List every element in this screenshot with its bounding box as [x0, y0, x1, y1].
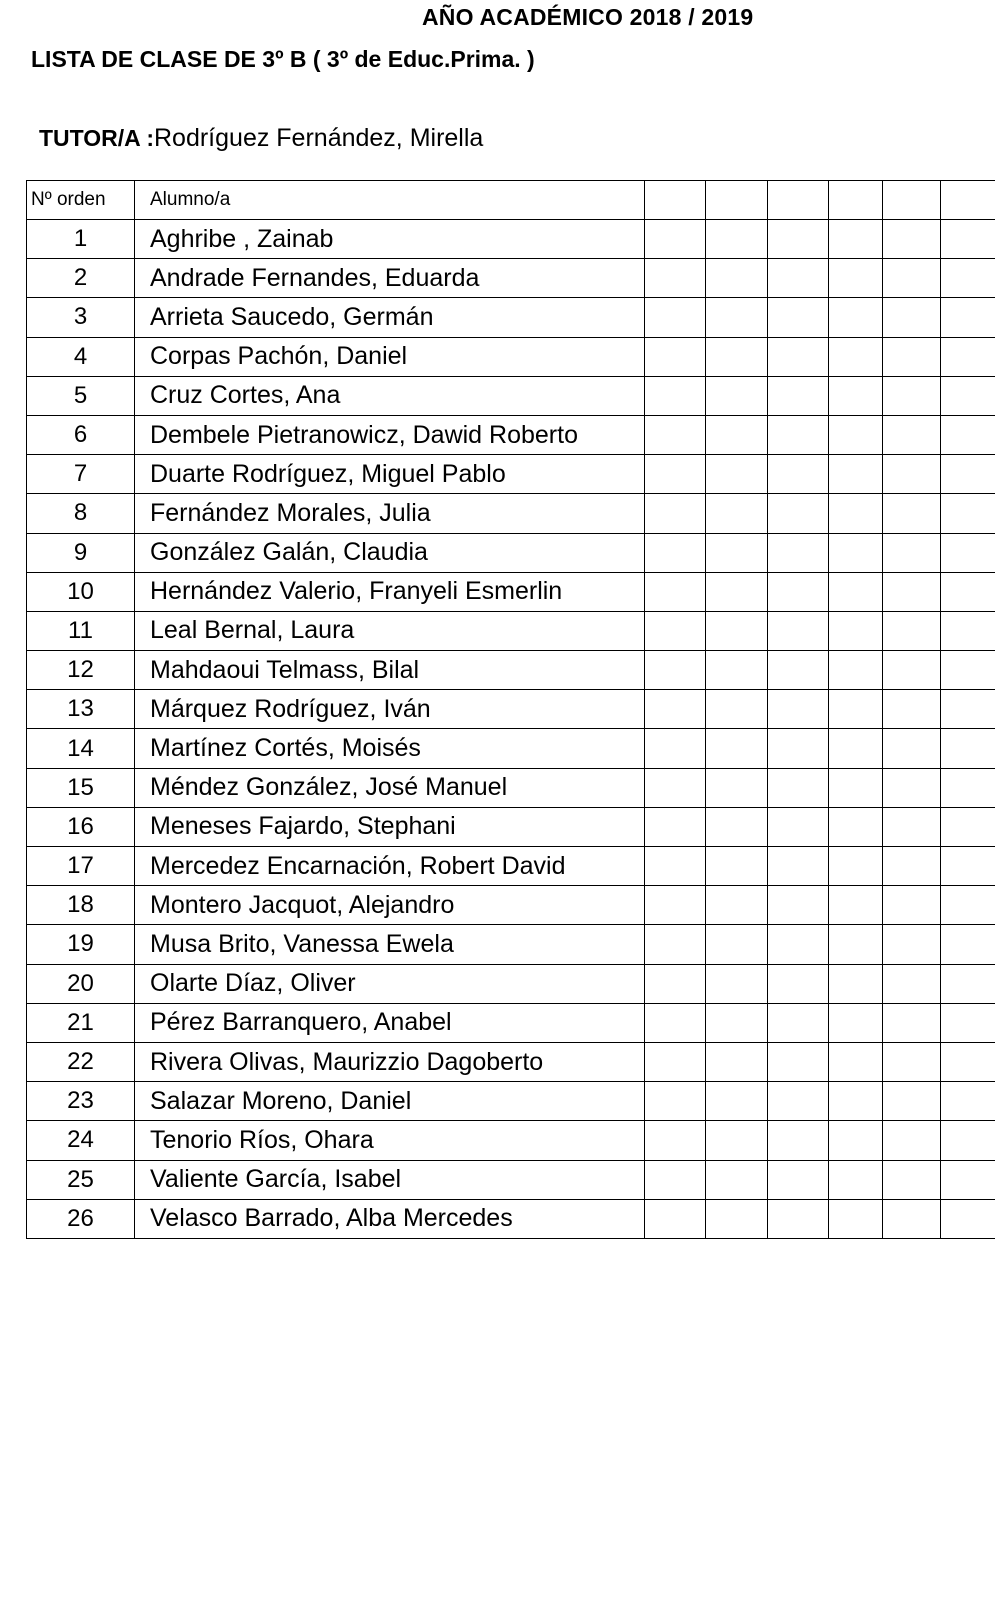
blank-mark-cell	[768, 259, 829, 298]
blank-mark-cell	[768, 651, 829, 690]
table-row	[27, 1003, 995, 1042]
blank-header-cell	[883, 181, 941, 220]
blank-mark-cell	[645, 415, 706, 454]
blank-mark-cell	[768, 533, 829, 572]
blank-mark-cell	[883, 807, 941, 846]
blank-mark-cell	[645, 729, 706, 768]
student-number: 5	[27, 376, 135, 415]
blank-mark-cell	[645, 1121, 706, 1160]
blank-mark-cell	[706, 1160, 768, 1199]
blank-mark-cell	[883, 455, 941, 494]
blank-mark-cell	[768, 298, 829, 337]
student-name: Méndez González, José Manuel	[135, 768, 645, 807]
blank-mark-cell	[829, 1121, 883, 1160]
blank-mark-cell	[768, 494, 829, 533]
blank-mark-cell	[941, 220, 995, 259]
student-name: Mahdaoui Telmass, Bilal	[135, 651, 645, 690]
blank-mark-cell	[706, 494, 768, 533]
blank-mark-cell	[829, 964, 883, 1003]
blank-mark-cell	[829, 1042, 883, 1081]
table-row	[27, 847, 995, 886]
student-number: 17	[27, 847, 135, 886]
student-name: Hernández Valerio, Franyeli Esmerlin	[135, 572, 645, 611]
student-number: 16	[27, 807, 135, 846]
tutor-label: TUTOR/A :	[39, 125, 154, 151]
student-number: 3	[27, 298, 135, 337]
blank-mark-cell	[645, 611, 706, 650]
blank-mark-cell	[941, 964, 995, 1003]
blank-mark-cell	[883, 572, 941, 611]
student-number: 6	[27, 415, 135, 454]
blank-mark-cell	[706, 220, 768, 259]
student-number: 9	[27, 533, 135, 572]
student-number: 4	[27, 337, 135, 376]
student-name: Velasco Barrado, Alba Mercedes	[135, 1199, 645, 1238]
student-name: Pérez Barranquero, Anabel	[135, 1003, 645, 1042]
blank-mark-cell	[941, 690, 995, 729]
blank-mark-cell	[706, 611, 768, 650]
blank-mark-cell	[645, 886, 706, 925]
blank-mark-cell	[706, 1199, 768, 1238]
student-number: 15	[27, 768, 135, 807]
student-name: Fernández Morales, Julia	[135, 494, 645, 533]
student-number: 19	[27, 925, 135, 964]
blank-mark-cell	[883, 259, 941, 298]
student-number: 14	[27, 729, 135, 768]
blank-mark-cell	[829, 494, 883, 533]
table-row	[27, 533, 995, 572]
blank-mark-cell	[706, 298, 768, 337]
blank-mark-cell	[706, 807, 768, 846]
blank-header-cell	[706, 181, 768, 220]
blank-mark-cell	[941, 455, 995, 494]
tutor-name: Rodríguez Fernández, Mirella	[154, 124, 484, 152]
blank-mark-cell	[883, 847, 941, 886]
student-name: Valiente García, Isabel	[135, 1160, 645, 1199]
blank-mark-cell	[829, 807, 883, 846]
student-number: 1	[27, 220, 135, 259]
student-number: 21	[27, 1003, 135, 1042]
blank-mark-cell	[941, 768, 995, 807]
blank-mark-cell	[768, 925, 829, 964]
student-name: Rivera Olivas, Maurizzio Dagoberto	[135, 1042, 645, 1081]
student-name: Márquez Rodríguez, Iván	[135, 690, 645, 729]
blank-mark-cell	[883, 415, 941, 454]
blank-mark-cell	[829, 690, 883, 729]
blank-mark-cell	[768, 1199, 829, 1238]
blank-mark-cell	[645, 259, 706, 298]
blank-mark-cell	[706, 376, 768, 415]
blank-header-cell	[941, 181, 995, 220]
blank-mark-cell	[829, 925, 883, 964]
student-name: Olarte Díaz, Oliver	[135, 964, 645, 1003]
blank-mark-cell	[941, 1003, 995, 1042]
table-row	[27, 729, 995, 768]
blank-mark-cell	[941, 1121, 995, 1160]
student-name: Montero Jacquot, Alejandro	[135, 886, 645, 925]
blank-mark-cell	[883, 1121, 941, 1160]
blank-mark-cell	[768, 729, 829, 768]
blank-mark-cell	[883, 533, 941, 572]
blank-mark-cell	[645, 964, 706, 1003]
table-row	[27, 1082, 995, 1121]
table-row	[27, 611, 995, 650]
blank-mark-cell	[706, 1042, 768, 1081]
blank-mark-cell	[645, 1042, 706, 1081]
class-roster-table	[26, 180, 995, 1239]
blank-mark-cell	[645, 572, 706, 611]
blank-mark-cell	[645, 1199, 706, 1238]
student-name: González Galán, Claudia	[135, 533, 645, 572]
student-number: 24	[27, 1121, 135, 1160]
student-number: 23	[27, 1082, 135, 1121]
blank-mark-cell	[645, 533, 706, 572]
student-name: Salazar Moreno, Daniel	[135, 1082, 645, 1121]
blank-mark-cell	[706, 572, 768, 611]
blank-mark-cell	[941, 1042, 995, 1081]
student-number: 26	[27, 1199, 135, 1238]
blank-mark-cell	[768, 690, 829, 729]
blank-mark-cell	[768, 807, 829, 846]
blank-mark-cell	[829, 611, 883, 650]
blank-mark-cell	[768, 847, 829, 886]
blank-mark-cell	[883, 886, 941, 925]
student-name: Mercedez Encarnación, Robert David	[135, 847, 645, 886]
student-number: 7	[27, 455, 135, 494]
blank-mark-cell	[829, 337, 883, 376]
blank-mark-cell	[768, 1121, 829, 1160]
blank-mark-cell	[883, 1042, 941, 1081]
table-row	[27, 651, 995, 690]
blank-mark-cell	[706, 886, 768, 925]
blank-mark-cell	[829, 768, 883, 807]
blank-mark-cell	[829, 298, 883, 337]
blank-mark-cell	[706, 259, 768, 298]
blank-mark-cell	[941, 533, 995, 572]
blank-mark-cell	[768, 1082, 829, 1121]
header-number: Nº orden	[27, 181, 135, 220]
table-row	[27, 572, 995, 611]
blank-mark-cell	[706, 1121, 768, 1160]
blank-mark-cell	[706, 1003, 768, 1042]
blank-mark-cell	[883, 1082, 941, 1121]
blank-mark-cell	[706, 729, 768, 768]
blank-mark-cell	[645, 690, 706, 729]
blank-mark-cell	[645, 455, 706, 494]
blank-mark-cell	[706, 690, 768, 729]
blank-mark-cell	[706, 847, 768, 886]
blank-mark-cell	[941, 298, 995, 337]
blank-mark-cell	[829, 259, 883, 298]
table-row	[27, 1199, 995, 1238]
blank-mark-cell	[941, 376, 995, 415]
blank-mark-cell	[768, 455, 829, 494]
blank-mark-cell	[883, 494, 941, 533]
blank-mark-cell	[829, 1160, 883, 1199]
blank-mark-cell	[883, 729, 941, 768]
blank-mark-cell	[645, 1160, 706, 1199]
student-number: 20	[27, 964, 135, 1003]
blank-mark-cell	[941, 259, 995, 298]
blank-mark-cell	[941, 572, 995, 611]
table-row	[27, 220, 995, 259]
student-name: Corpas Pachón, Daniel	[135, 337, 645, 376]
blank-mark-cell	[829, 1199, 883, 1238]
student-number: 8	[27, 494, 135, 533]
table-row	[27, 1121, 995, 1160]
blank-header-cell	[645, 181, 706, 220]
blank-header-cell	[829, 181, 883, 220]
table-row	[27, 925, 995, 964]
blank-mark-cell	[941, 886, 995, 925]
blank-mark-cell	[706, 455, 768, 494]
blank-header-cell	[768, 181, 829, 220]
blank-mark-cell	[883, 925, 941, 964]
student-name: Andrade Fernandes, Eduarda	[135, 259, 645, 298]
blank-mark-cell	[706, 925, 768, 964]
blank-mark-cell	[941, 337, 995, 376]
blank-mark-cell	[645, 847, 706, 886]
blank-mark-cell	[883, 611, 941, 650]
student-name: Meneses Fajardo, Stephani	[135, 807, 645, 846]
student-name: Leal Bernal, Laura	[135, 611, 645, 650]
blank-mark-cell	[645, 807, 706, 846]
blank-mark-cell	[941, 1160, 995, 1199]
blank-mark-cell	[883, 1160, 941, 1199]
blank-mark-cell	[829, 415, 883, 454]
class-list-title: LISTA DE CLASE DE 3º B ( 3º de Educ.Prima. )	[31, 46, 535, 72]
blank-mark-cell	[941, 807, 995, 846]
blank-mark-cell	[883, 768, 941, 807]
student-name: Tenorio Ríos, Ohara	[135, 1121, 645, 1160]
table-row	[27, 1042, 995, 1081]
blank-mark-cell	[829, 455, 883, 494]
blank-mark-cell	[706, 415, 768, 454]
student-number: 13	[27, 690, 135, 729]
blank-mark-cell	[645, 651, 706, 690]
blank-mark-cell	[706, 768, 768, 807]
student-number: 22	[27, 1042, 135, 1081]
student-name: Musa Brito, Vanessa Ewela	[135, 925, 645, 964]
student-name: Duarte Rodríguez, Miguel Pablo	[135, 455, 645, 494]
table-row	[27, 1160, 995, 1199]
student-name: Aghribe , Zainab	[135, 220, 645, 259]
blank-mark-cell	[645, 376, 706, 415]
blank-mark-cell	[941, 415, 995, 454]
blank-mark-cell	[941, 494, 995, 533]
student-name: Dembele Pietranowicz, Dawid Roberto	[135, 415, 645, 454]
blank-mark-cell	[706, 964, 768, 1003]
blank-mark-cell	[941, 729, 995, 768]
blank-mark-cell	[829, 220, 883, 259]
blank-mark-cell	[883, 964, 941, 1003]
table-row	[27, 376, 995, 415]
blank-mark-cell	[645, 337, 706, 376]
student-number: 12	[27, 651, 135, 690]
blank-mark-cell	[829, 572, 883, 611]
blank-mark-cell	[706, 533, 768, 572]
blank-mark-cell	[768, 572, 829, 611]
blank-mark-cell	[829, 1082, 883, 1121]
roster-body	[27, 220, 995, 1239]
table-row	[27, 337, 995, 376]
blank-mark-cell	[883, 651, 941, 690]
blank-mark-cell	[706, 651, 768, 690]
blank-mark-cell	[768, 415, 829, 454]
student-name: Martínez Cortés, Moisés	[135, 729, 645, 768]
blank-mark-cell	[941, 1082, 995, 1121]
blank-mark-cell	[768, 768, 829, 807]
blank-mark-cell	[645, 220, 706, 259]
student-number: 10	[27, 572, 135, 611]
blank-mark-cell	[829, 1003, 883, 1042]
blank-mark-cell	[941, 847, 995, 886]
blank-mark-cell	[768, 964, 829, 1003]
blank-mark-cell	[706, 337, 768, 376]
tutor-line	[39, 124, 483, 153]
blank-mark-cell	[706, 1082, 768, 1121]
blank-mark-cell	[883, 1003, 941, 1042]
table-row	[27, 886, 995, 925]
table-row	[27, 298, 995, 337]
blank-mark-cell	[645, 768, 706, 807]
blank-mark-cell	[768, 1042, 829, 1081]
blank-mark-cell	[768, 220, 829, 259]
blank-mark-cell	[883, 220, 941, 259]
table-row	[27, 455, 995, 494]
blank-mark-cell	[829, 847, 883, 886]
table-row	[27, 259, 995, 298]
blank-mark-cell	[941, 1199, 995, 1238]
academic-year-title: AÑO ACADÉMICO 2018 / 2019	[422, 4, 754, 30]
table-row	[27, 807, 995, 846]
blank-mark-cell	[829, 376, 883, 415]
blank-mark-cell	[645, 1003, 706, 1042]
student-name: Cruz Cortes, Ana	[135, 376, 645, 415]
blank-mark-cell	[883, 1199, 941, 1238]
student-number: 25	[27, 1160, 135, 1199]
blank-mark-cell	[883, 376, 941, 415]
blank-mark-cell	[829, 729, 883, 768]
table-row	[27, 690, 995, 729]
header-student: Alumno/a	[135, 181, 645, 220]
student-name: Arrieta Saucedo, Germán	[135, 298, 645, 337]
table-row	[27, 768, 995, 807]
blank-mark-cell	[645, 494, 706, 533]
blank-mark-cell	[829, 651, 883, 690]
blank-mark-cell	[941, 651, 995, 690]
blank-mark-cell	[645, 298, 706, 337]
blank-mark-cell	[768, 337, 829, 376]
blank-mark-cell	[941, 925, 995, 964]
blank-mark-cell	[829, 533, 883, 572]
student-number: 11	[27, 611, 135, 650]
blank-mark-cell	[645, 1082, 706, 1121]
blank-mark-cell	[768, 886, 829, 925]
blank-mark-cell	[941, 611, 995, 650]
blank-mark-cell	[768, 1003, 829, 1042]
blank-mark-cell	[883, 337, 941, 376]
blank-mark-cell	[883, 690, 941, 729]
blank-mark-cell	[768, 611, 829, 650]
student-number: 18	[27, 886, 135, 925]
blank-mark-cell	[883, 298, 941, 337]
blank-mark-cell	[768, 376, 829, 415]
blank-mark-cell	[645, 925, 706, 964]
student-number: 2	[27, 259, 135, 298]
table-row	[27, 494, 995, 533]
table-row	[27, 964, 995, 1003]
blank-mark-cell	[829, 886, 883, 925]
blank-mark-cell	[768, 1160, 829, 1199]
table-header-row	[27, 181, 995, 220]
table-row	[27, 415, 995, 454]
